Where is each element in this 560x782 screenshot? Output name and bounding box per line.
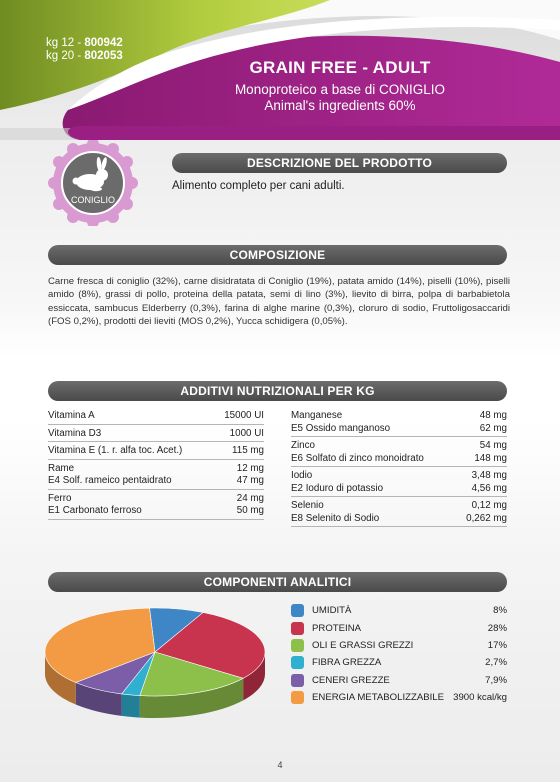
- additive-value: 0,12 mg: [471, 500, 507, 511]
- additive-name: E8 Selenito di Sodio: [291, 512, 380, 524]
- additive-row: [48, 428, 264, 443]
- additive-value: 12 mg: [236, 462, 264, 474]
- product-title: GRAIN FREE - ADULT: [249, 58, 431, 77]
- additive-name: Zinco: [291, 440, 315, 451]
- additive-value: 50 mg: [236, 505, 264, 516]
- additive-name: E2 Ioduro di potassio: [291, 482, 384, 494]
- additive-name: Vitamina D3: [48, 427, 102, 439]
- legend-swatch: [291, 656, 304, 669]
- additive-value: 3,48 mg: [471, 470, 507, 481]
- legend-value: 17%: [487, 639, 507, 651]
- additive-row: [291, 453, 507, 468]
- legend-value: 2,7%: [485, 657, 507, 669]
- additive-value: 48 mg: [479, 410, 507, 421]
- product-codes: [46, 37, 123, 63]
- title-block: [180, 58, 500, 113]
- legend-item: [291, 619, 507, 636]
- additive-row: [291, 410, 507, 423]
- legend-label: OLI E GRASSI GREZZI: [312, 639, 414, 651]
- legend-item: [291, 689, 507, 706]
- additive-value: 62 mg: [479, 422, 507, 434]
- additives-heading: ADDITIVI NUTRIZIONALI PER KG: [48, 381, 507, 401]
- additive-name: E4 Solf. rameico pentaidrato: [48, 475, 172, 486]
- additive-name: Ferro: [48, 492, 72, 504]
- additive-row: [291, 500, 507, 513]
- additive-value: 148 mg: [474, 452, 507, 464]
- additive-name: E6 Solfato di zinco monoidrato: [291, 452, 424, 464]
- analytics-heading: COMPONENTI ANALITICI: [48, 572, 507, 592]
- legend-label: PROTEINA: [312, 622, 362, 634]
- additive-name: Selenio: [291, 500, 324, 511]
- legend-value: 28%: [487, 622, 507, 634]
- legend-swatch: [291, 674, 304, 687]
- additive-row: [48, 493, 264, 506]
- additive-value: 15000 UI: [224, 410, 264, 421]
- additive-value: 47 mg: [236, 475, 264, 486]
- additive-row: [48, 505, 264, 520]
- code-line-12kg: kg 12 - 800942: [46, 37, 123, 49]
- product-subtitle: Monoproteico a base di CONIGLIO: [234, 82, 446, 97]
- description-heading: DESCRIZIONE DEL PRODOTTO: [172, 153, 507, 173]
- legend-swatch: [291, 604, 304, 617]
- legend-item: [291, 637, 507, 654]
- code-line-20kg: kg 20 - 802053: [46, 50, 123, 62]
- analytics-pie-chart: [30, 600, 280, 730]
- additive-row: [291, 513, 507, 528]
- additive-row: [291, 470, 507, 483]
- legend-label: UMIDITÀ: [312, 605, 352, 617]
- legend-item: [291, 602, 507, 619]
- additive-name: Vitamina E (1. r. alfa toc. Acet.): [48, 445, 183, 456]
- legend-label: ENERGIA METABOLIZZABILE: [312, 692, 445, 704]
- additive-value: 4,56 mg: [471, 482, 507, 494]
- legend-item: [291, 654, 507, 671]
- additive-name: Vitamina A: [48, 410, 95, 421]
- legend-swatch: [291, 639, 304, 652]
- badge-label: CONIGLIO: [70, 195, 116, 205]
- additive-row: [48, 410, 264, 425]
- legend-label: FIBRA GREZZA: [312, 657, 382, 669]
- additive-value: 54 mg: [479, 440, 507, 451]
- additive-row: [291, 440, 507, 453]
- additive-name: Manganese: [291, 410, 343, 421]
- composition-heading: COMPOSIZIONE: [48, 245, 507, 265]
- description-text: Alimento completo per cani adulti.: [172, 180, 345, 192]
- additives-left-column: [48, 410, 264, 523]
- additive-row: [291, 423, 507, 438]
- additive-value: 24 mg: [236, 492, 264, 504]
- additive-value: 1000 UI: [229, 427, 264, 439]
- legend-label: CENERI GREZZE: [312, 674, 390, 686]
- coniglio-badge: [44, 140, 142, 226]
- page-number: 4: [277, 760, 283, 770]
- additive-row: [291, 483, 507, 498]
- additive-name: Rame: [48, 462, 75, 474]
- legend-value: 8%: [493, 605, 507, 617]
- additive-value: 115 mg: [232, 445, 264, 456]
- additive-row: [48, 463, 264, 476]
- legend-swatch: [291, 691, 304, 704]
- composition-text: Carne fresca di coniglio (32%), carne disidratata di Coniglio (19%), patata amido (14%), piselli (10%), piselli amido (8%), grassi di pollo, proteina della patata, semi di lino (3%), lievito di birra, polpa di barbabietola essiccata, sambucus Elderberry (0,3%), farina di alghe marine (0,3%), cloruro di sodio, Fruttoligosaccaridi (FOS 0,2%), prodotti dei lieviti (MOS 0,2%), Yucca schidigera (0,05%).: [48, 276, 510, 327]
- additives-right-column: [291, 410, 507, 530]
- legend-item: [291, 672, 507, 689]
- additive-row: [48, 475, 264, 490]
- legend-value: 3900 kcal/kg: [453, 692, 507, 704]
- additive-name: Iodio: [291, 470, 313, 481]
- additive-row: [48, 445, 264, 460]
- legend-swatch: [291, 622, 304, 635]
- pie-slice-side: [122, 694, 140, 718]
- additive-name: E1 Carbonato ferroso: [48, 505, 142, 516]
- additive-name: E5 Ossido manganoso: [291, 422, 391, 434]
- analytics-legend: [291, 602, 507, 706]
- legend-value: 7,9%: [485, 674, 507, 686]
- product-subtitle-2: Animal's ingredients 60%: [264, 98, 416, 113]
- additive-value: 0,262 mg: [466, 512, 507, 524]
